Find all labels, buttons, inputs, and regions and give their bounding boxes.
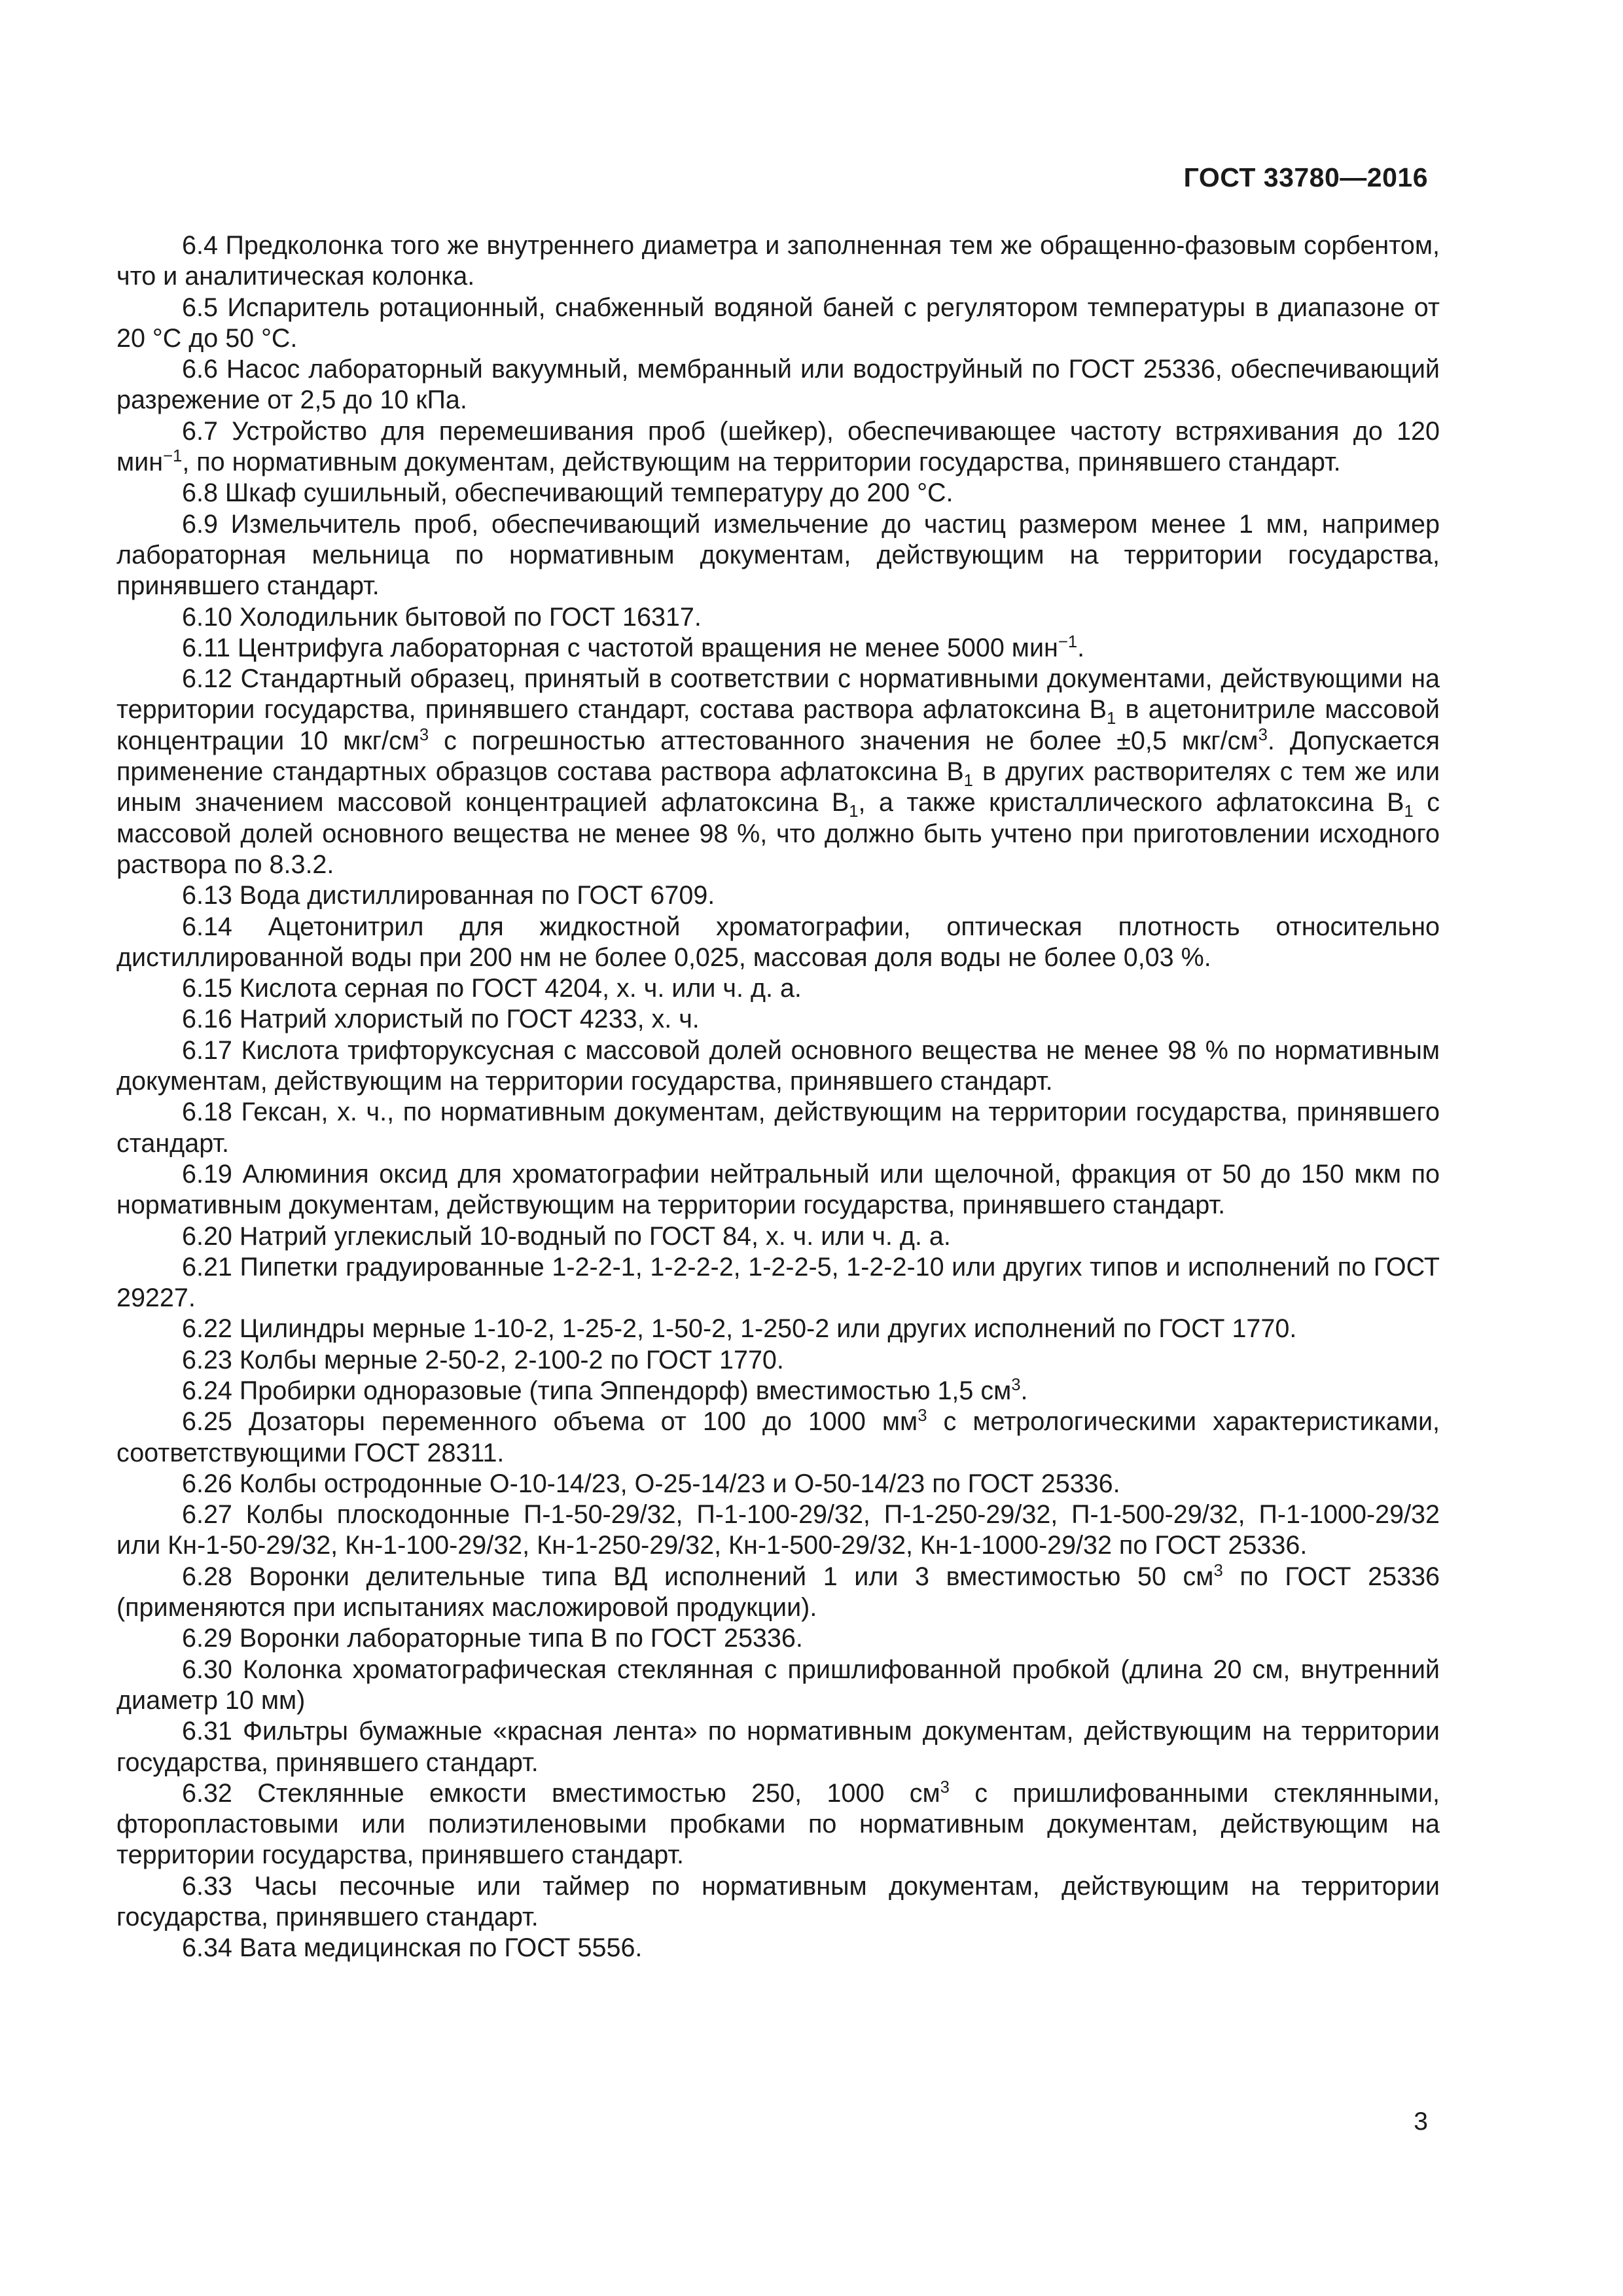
list-item — [116, 1314, 1440, 1344]
list-item — [116, 602, 1440, 633]
list-item — [116, 416, 1440, 478]
subscript: 1 — [1404, 802, 1414, 821]
text-run: 6.30 Колонка хроматографическая стеклянная с пришлифованной пробкой (длина 20 см, внутренний диаметр 10 мм) — [116, 1655, 1440, 1715]
superscript: 3 — [1258, 725, 1268, 744]
text-run: 6.12 Стандартный образец, принятый в соответствии с нормативными документами, действующими на территории государства, принявшего стандарт, состава раствора афлатоксина В — [116, 664, 1440, 725]
text-run: . — [1020, 1376, 1028, 1405]
superscript: 3 — [940, 1778, 950, 1797]
list-item — [116, 478, 1440, 509]
list-item — [116, 1716, 1440, 1778]
list-item — [116, 1499, 1440, 1562]
list-item — [116, 1004, 1440, 1035]
text-run: , а также кристаллического афлатоксина В — [858, 788, 1404, 817]
text-run: в ацетонитриле массовой концентрации 10 мкг/см — [116, 695, 1440, 755]
document-body — [116, 230, 1440, 1964]
list-item — [116, 1871, 1440, 1933]
text-run: 6.15 Кислота серная по ГОСТ 4204, х. ч. или ч. д. а. — [182, 974, 802, 1003]
superscript: 3 — [1213, 1561, 1223, 1580]
list-item — [116, 973, 1440, 1004]
superscript: 3 — [419, 725, 429, 744]
text-run: 6.13 Вода дистиллированная по ГОСТ 6709. — [182, 881, 715, 910]
text-run: 6.14 Ацетонитрил для жидкостной хроматографии, оптическая плотность относительно дистиллированной воды при 200 нм не более 0,025, массовая доля воды не более 0,03 %. — [116, 912, 1440, 972]
page-number: 3 — [1414, 2108, 1428, 2136]
text-run: с метрологическими характеристиками, соответствующими ГОСТ 28311. — [116, 1407, 1440, 1467]
list-item — [116, 1778, 1440, 1871]
list-item — [116, 1097, 1440, 1159]
text-run: с пришлифованными стеклянными, фторопластовыми или полиэтиленовыми пробками по нормативным документам, действующим на территории государства, принявшего стандарт. — [116, 1778, 1440, 1870]
list-item — [116, 1562, 1440, 1624]
text-run: 6.32 Стеклянные емкости вместимостью 250, 1000 см — [182, 1778, 940, 1808]
superscript: −1 — [1058, 632, 1078, 651]
text-run: 6.25 Дозаторы переменного объема от 100 до 1000 мм — [182, 1407, 918, 1437]
text-run: 6.16 Натрий хлористый по ГОСТ 4233, х. ч. — [182, 1005, 700, 1034]
superscript: −1 — [163, 446, 183, 465]
text-run: 6.8 Шкаф сушильный, обеспечивающий температуру до 200 °С. — [182, 478, 954, 508]
text-run: 6.28 Воронки делительные типа ВД исполнений 1 или 3 вместимостью 50 см — [182, 1562, 1214, 1591]
text-run: 6.9 Измельчитель проб, обеспечивающий измельчение до частиц размером менее 1 мм, например лабораторная мельница по нормативным документам, действующим на территории государства, принявшего стандарт. — [116, 509, 1440, 601]
text-run: 6.21 Пипетки градуированные 1-2-2-1, 1-2-2-2, 1-2-2-5, 1-2-2-10 или других типов и исполнений по ГОСТ 29227. — [116, 1252, 1440, 1313]
list-item — [116, 354, 1440, 416]
list-item — [116, 1655, 1440, 1717]
list-item — [116, 293, 1440, 355]
text-run: . Допускается применение стандартных образцов состава раствора афлатоксина В — [116, 726, 1440, 787]
text-run: 6.27 Колбы плоскодонные П-1-50-29/32, П-1-100-29/32, П-1-250-29/32, П-1-500-29/32, П-1-1000-29/32 или Кн-1-50-29/32, Кн-1-100-29/32, Кн-1-250-29/32, Кн-1-500-29/32, Кн-1-1000-29/32 по ГОСТ 25336. — [116, 1500, 1440, 1560]
text-run: 6.11 Центрифуга лабораторная с частотой вращения не менее 5000 мин — [182, 633, 1058, 662]
list-item — [116, 664, 1440, 880]
list-item — [116, 1252, 1440, 1314]
text-run: 6.26 Колбы остродонные О-10-14/23, О-25-14/23 и О-50-14/23 по ГОСТ 25336. — [182, 1469, 1120, 1498]
text-run: по ГОСТ 25336 (применяются при испытаниях масложировой продукции). — [116, 1562, 1440, 1623]
list-item — [116, 912, 1440, 974]
list-item — [116, 509, 1440, 602]
text-run: 6.4 Предколонка того же внутреннего диаметра и заполненная тем же обращенно-фазовым сорбентом, что и аналитическая колонка. — [116, 231, 1440, 291]
text-run: , по нормативным документам, действующим на территории государства, принявшего стандарт. — [182, 448, 1341, 477]
text-run: 6.22 Цилиндры мерные 1-10-2, 1-25-2, 1-50-2, 1-250-2 или других исполнений по ГОСТ 1770. — [182, 1314, 1297, 1344]
list-item — [116, 880, 1440, 911]
text-run: . — [1077, 633, 1085, 662]
text-run: 6.31 Фильтры бумажные «красная лента» по нормативным документам, действующим на территории государства, принявшего стандарт. — [116, 1717, 1440, 1777]
list-item — [116, 1623, 1440, 1654]
list-item — [116, 633, 1440, 664]
subscript: 1 — [1106, 709, 1116, 728]
text-run: 6.10 Холодильник бытовой по ГОСТ 16317. — [182, 602, 702, 632]
text-run: 6.19 Алюминия оксид для хроматографии нейтральный или щелочной, фракция от 50 до 150 мкм по нормативным документам, действующим на территории государства, принявшего стандарт. — [116, 1159, 1440, 1220]
text-run: с массовой долей основного вещества не менее 98 %, что должно быть учтено при приготовлении исходного раствора по 8.3.2. — [116, 788, 1440, 879]
list-item — [116, 1469, 1440, 1499]
document-code: ГОСТ 33780—2016 — [1183, 162, 1428, 192]
list-item — [116, 1933, 1440, 1964]
text-run: 6.7 Устройство для перемешивания проб (шейкер), обеспечивающее частоту встряхивания до 120 мин — [116, 416, 1440, 477]
list-item — [116, 1407, 1440, 1469]
text-run: 6.33 Часы песочные или таймер по нормативным документам, действующим на территории государства, принявшего стандарт. — [116, 1871, 1440, 1932]
superscript: 3 — [918, 1407, 927, 1426]
list-item — [116, 1345, 1440, 1376]
list-item — [116, 1159, 1440, 1221]
text-run: 6.20 Натрий углекислый 10-водный по ГОСТ 84, х. ч. или ч. д. а. — [182, 1221, 951, 1251]
text-run: 6.6 Насос лабораторный вакуумный, мембранный или водоструйный по ГОСТ 25336, обеспечивающий разрежение от 2,5 до 10 кПа. — [116, 355, 1440, 415]
text-run: 6.23 Колбы мерные 2-50-2, 2-100-2 по ГОСТ 1770. — [182, 1345, 784, 1374]
text-run: 6.34 Вата медицинская по ГОСТ 5556. — [182, 1933, 643, 1963]
list-item — [116, 230, 1440, 293]
subscript: 1 — [963, 771, 973, 790]
superscript: 3 — [1011, 1375, 1021, 1394]
text-run: 6.29 Воронки лабораторные типа В по ГОСТ 25336. — [182, 1624, 803, 1653]
text-run: 6.18 Гексан, х. ч., по нормативным документам, действующим на территории государства, принявшего стандарт. — [116, 1098, 1440, 1158]
text-run: 6.5 Испаритель ротационный, снабженный водяной баней с регулятором температуры в диапазоне от 20 °С до 50 °С. — [116, 293, 1440, 353]
text-run: 6.24 Пробирки одноразовые (типа Эппендорф) вместимостью 1,5 см — [182, 1376, 1012, 1405]
subscript: 1 — [849, 802, 859, 821]
text-run: 6.17 Кислота трифторуксусная с массовой долей основного вещества не менее 98 % по нормативным документам, действующим на территории государства, принявшего стандарт. — [116, 1035, 1440, 1096]
list-item — [116, 1376, 1440, 1407]
text-run: в других растворителях с тем же или иным значением массовой концентрацией афлатоксина В — [116, 757, 1440, 817]
list-item — [116, 1221, 1440, 1252]
list-item — [116, 1035, 1440, 1098]
text-run: с погрешностью аттестованного значения не более ±0,5 мкг/см — [429, 726, 1258, 755]
